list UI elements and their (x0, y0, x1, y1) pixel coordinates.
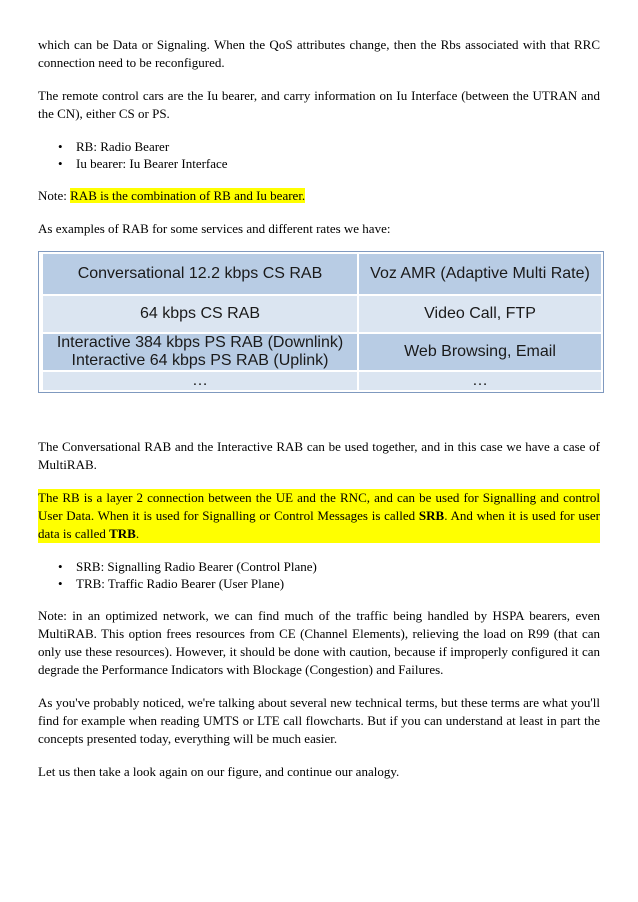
bullet-icon: • (58, 156, 63, 171)
document-page (38, 36, 600, 781)
paragraph-examples: As examples of RAB for some services and different rates we have: (38, 221, 391, 236)
table-row (42, 371, 602, 391)
paragraph-terms: As you've probably noticed, we're talking about several new technical terms, but these terms are what you'll find for example when reading UMTS or LTE call flowcharts. But if you can understand at least in part the concepts presented today, everything will be much easier. (38, 695, 600, 746)
table-cell: … (358, 371, 602, 391)
bearer-list (38, 138, 600, 172)
paragraph-closing: Let us then take a look again on our figure, and continue our analogy. (38, 764, 400, 779)
bullet-icon: • (58, 576, 63, 591)
bullet-icon: • (58, 559, 63, 574)
paragraph-multirab: The Conversational RAB and the Interactive RAB can be used together, and in this case we have a case of MultiRAB. (38, 439, 600, 472)
list-item: • TRB: Traffic Radio Bearer (User Plane) (58, 576, 285, 591)
paragraph-hspa-note: Note: in an optimized network, we can find much of the traffic being handled by HSPA bearers, even MultiRAB. This option frees resources from CE (Channel Elements), relieving the load on R99 (that can only use these resources). However, it should be done with caution, because if improperly configured it can degrade the Performance Indicators with Blockage (Congestion) and Failures. (38, 608, 600, 677)
table-cell: Interactive 384 kbps PS RAB (Downlink) Interactive 64 kbps PS RAB (Uplink) (42, 333, 358, 371)
list-item: • Iu bearer: Iu Bearer Interface (58, 156, 228, 171)
table-cell: Conversational 12.2 kbps CS RAB (42, 253, 358, 295)
table-row (42, 253, 602, 295)
radio-bearer-list (38, 558, 600, 592)
table-cell: … (42, 371, 358, 391)
table-cell: 64 kbps CS RAB (42, 295, 358, 333)
bullet-icon: • (58, 139, 63, 154)
table-cell: Web Browsing, Email (358, 333, 602, 371)
rab-table-frame (38, 251, 604, 393)
paragraph-rb: The RB is a layer 2 connection between the UE and the RNC, and can be used for Signalling and control User Data. When it is used for Signalling or Control Messages is called SRB. And when it is used for user data is called TRB. (38, 490, 601, 541)
list-item: • SRB: Signalling Radio Bearer (Control Plane) (58, 559, 317, 574)
table-row (42, 333, 602, 371)
list-item: • RB: Radio Bearer (58, 139, 170, 154)
highlighted-text: RAB is the combination of RB and Iu bearer. (70, 188, 306, 203)
table-row (42, 295, 602, 333)
paragraph-iu-bearer: The remote control cars are the Iu bearer, and carry information on Iu Interface (between the UTRAN and the CN), either CS or PS. (38, 88, 600, 121)
note-rab: Note: RAB is the combination of RB and Iu bearer. (38, 188, 306, 203)
table-cell: Video Call, FTP (358, 295, 602, 333)
table-cell: Voz AMR (Adaptive Multi Rate) (358, 253, 602, 295)
rab-table (41, 252, 603, 392)
paragraph-rrc: which can be Data or Signaling. When the QoS attributes change, then the Rbs associated with that RRC connection need to be reconfigured. (38, 37, 600, 70)
